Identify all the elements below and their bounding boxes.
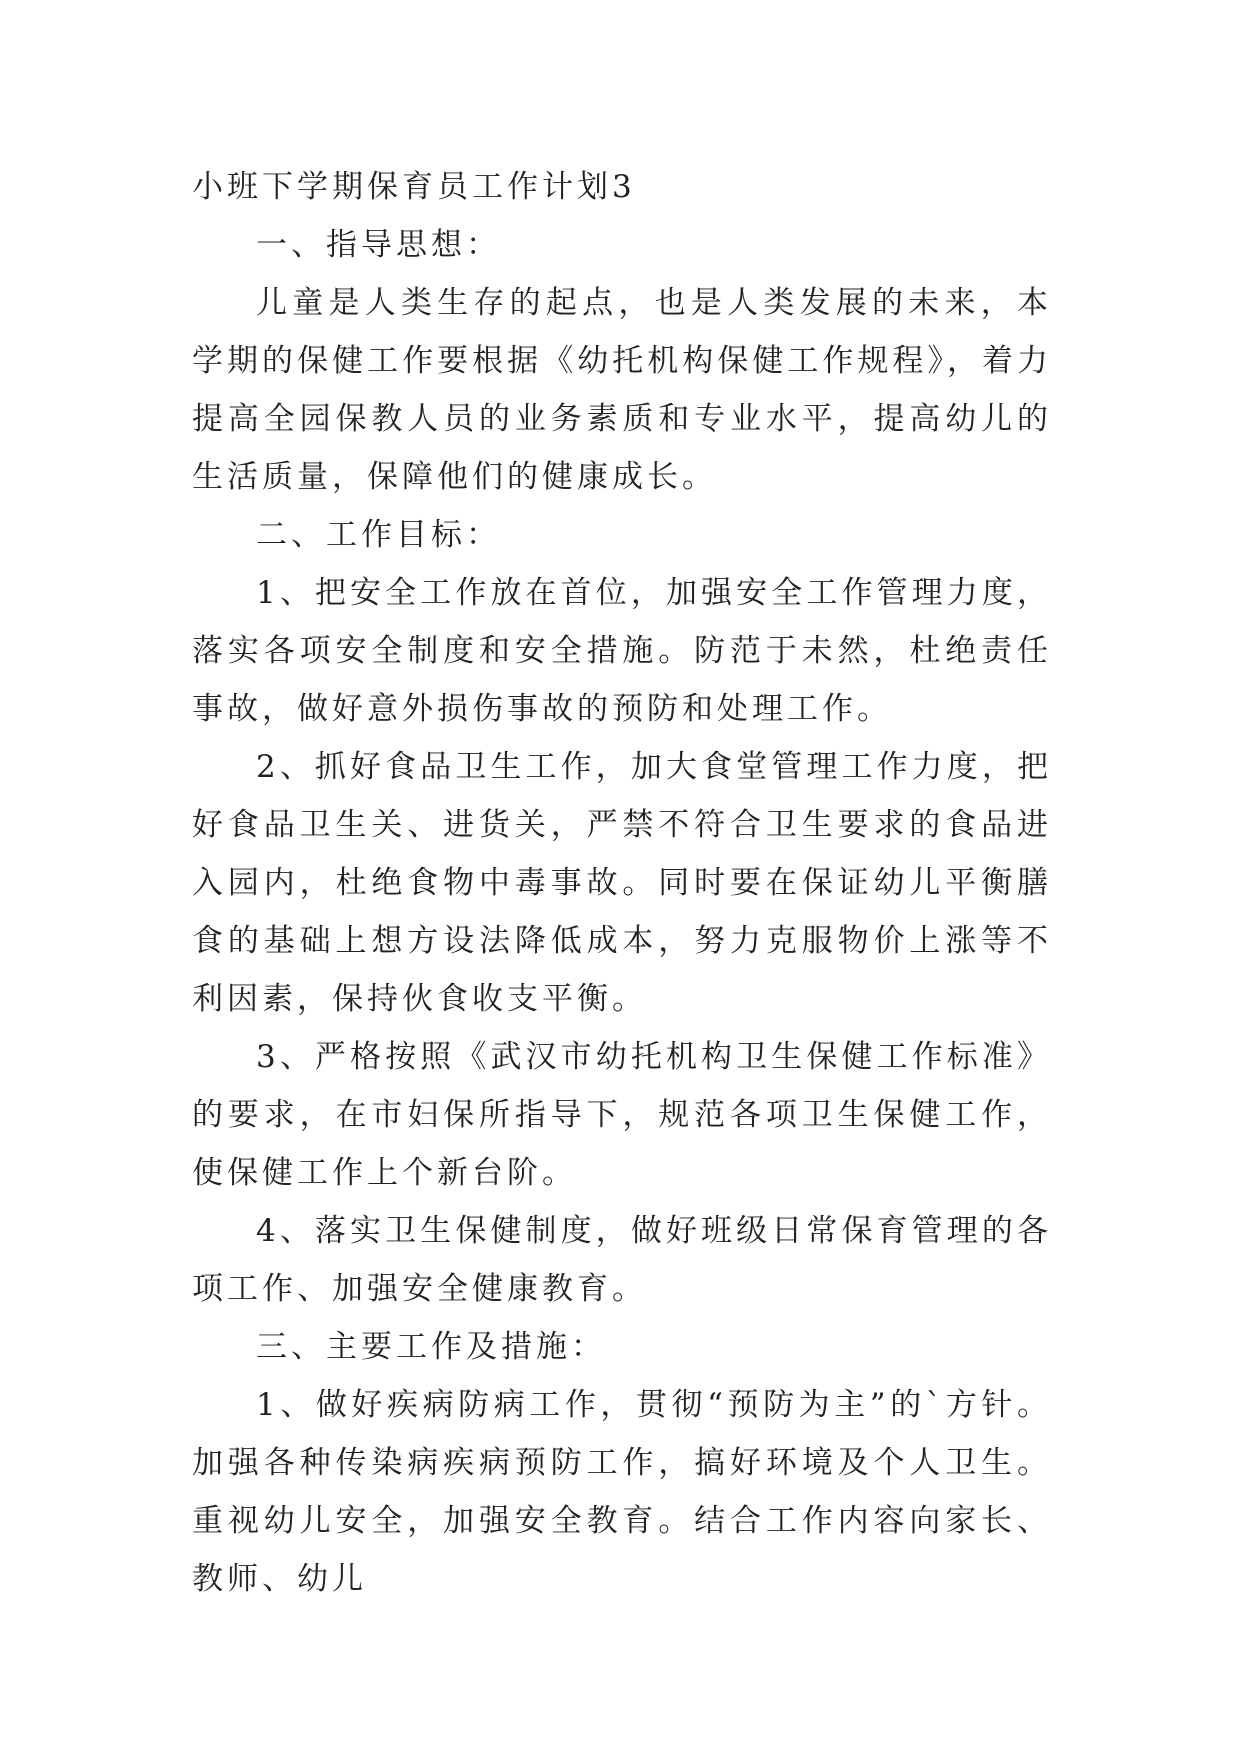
paragraph-goal-1: 1、把安全工作放在首位，加强安全工作管理力度，落实各项安全制度和安全措施。防范于未然，杜绝责任事故，做好意外损伤事故的预防和处理工作。 — [192, 575, 1052, 727]
document-title: 小班下学期保育员工作计划3 — [192, 169, 636, 205]
paragraph-goal-3: 3、严格按照《武汉市幼托机构卫生保健工作标准》的要求，在市妇保所指导下，规范各项卫生保健工作，使保健工作上个新台阶。 — [192, 1039, 1052, 1191]
paragraph-guiding-ideology: 儿童是人类生存的起点，也是人类发展的未来，本学期的保健工作要根据《幼托机构保健工作规程》，着力提高全园保教人员的业务素质和专业水平，提高幼儿的生活质量，保障他们的健康成长。 — [192, 285, 1052, 495]
section-heading-main-work: 三、主要工作及措施： — [256, 1329, 606, 1365]
document-body — [192, 158, 1052, 1608]
section-heading-work-goals: 二、工作目标： — [256, 517, 501, 553]
paragraph-goal-2: 2、抓好食品卫生工作，加大食堂管理工作力度，把好食品卫生关、进货关，严禁不符合卫生要求的食品进入园内，杜绝食物中毒事故。同时要在保证幼儿平衡膳食的基础上想方设法降低成本，努力克服物价上涨等不利因素，保持伙食收支平衡。 — [192, 749, 1052, 1017]
paragraph-measure-1: 1、做好疾病防病工作，贯彻“预防为主”的`方针。加强各种传染病疾病预防工作，搞好环境及个人卫生。重视幼儿安全，加强安全教育。结合工作内容向家长、教师、幼儿 — [192, 1387, 1052, 1597]
section-heading-guiding-ideology: 一、指导思想： — [256, 227, 501, 263]
paragraph-goal-4: 4、落实卫生保健制度，做好班级日常保育管理的各项工作、加强安全健康教育。 — [192, 1213, 1052, 1307]
